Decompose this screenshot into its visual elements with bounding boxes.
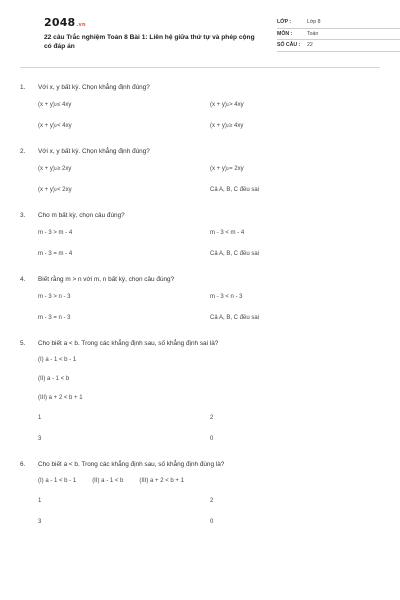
meta-value: Lớp 8 [307, 19, 321, 26]
header-divider [20, 67, 380, 68]
meta-row-count [277, 40, 400, 52]
question-2 [20, 144, 380, 208]
question-number: 6. [20, 460, 26, 468]
statement-2: (II) a - 1 < b [92, 477, 124, 484]
option-a[interactable]: (x + y) 2 ≤ 4xy [38, 101, 72, 108]
option-d[interactable]: 0 [210, 435, 214, 442]
question-stem: Với x, y bất kỳ. Chọn khẳng định đúng? [38, 83, 150, 91]
statement-2: (II) a - 1 < b [38, 375, 70, 382]
option-d[interactable]: 0 [210, 518, 214, 525]
question-number: 5. [20, 339, 26, 347]
meta-value: 22 [307, 42, 313, 49]
question-1 [20, 80, 380, 144]
statement-list [20, 471, 380, 490]
option-c[interactable]: m - 3 = n - 3 [38, 314, 71, 321]
meta-row-subject [277, 29, 400, 41]
option-b[interactable]: 2 [210, 497, 214, 504]
option-d[interactable]: Cả A, B, C đều sai [210, 314, 260, 321]
document-title: 22 câu Trắc nghiệm Toán 8 Bài 1: Liên hệ giữa thứ tự và phép cộng có đáp án [44, 34, 255, 50]
option-b[interactable]: 2 [210, 414, 214, 421]
meta-key: SỐ CÂU : [277, 42, 301, 49]
option-b[interactable]: m - 3 < m - 4 [210, 229, 245, 236]
option-a[interactable]: 1 [38, 414, 42, 421]
option-c[interactable]: (x + y) 2 < 2xy [38, 186, 72, 193]
statement-3: (III) a + 2 < b + 1 [139, 477, 184, 484]
question-3 [20, 208, 380, 272]
option-c[interactable]: m - 3 = m - 4 [38, 250, 73, 257]
option-a[interactable]: 1 [38, 497, 42, 504]
meta-value: Toán [307, 30, 319, 37]
option-a[interactable]: m - 3 > m - 4 [38, 229, 73, 236]
question-number: 2. [20, 147, 26, 155]
question-stem: Biết rằng m > n với m, n bất kỳ, chọn câu đúng? [38, 275, 175, 283]
question-stem: Cho biết a < b. Trong các khẳng định sau, số khẳng định sai là? [38, 339, 219, 347]
statement-1: (I) a - 1 < b - 1 [38, 477, 77, 484]
statement-1: (I) a - 1 < b - 1 [38, 356, 77, 363]
option-c[interactable]: (x + y) 2 < 4xy [38, 122, 72, 129]
question-stem: Cho m bất kỳ, chọn câu đúng? [38, 211, 125, 219]
option-b[interactable]: (x + y) 2 > 4xy [210, 101, 244, 108]
question-6 [20, 457, 380, 532]
statement-list [20, 350, 380, 407]
site-logo[interactable] [44, 16, 86, 29]
question-stem: Cho biết a < b. Trong các khẳng định sau, số khẳng định đúng là? [38, 460, 225, 468]
option-d[interactable]: Cả A, B, C đều sai [210, 250, 260, 257]
option-c[interactable]: 3 [38, 518, 42, 525]
logo-text: 2048 [44, 16, 76, 29]
document-header [24, 0, 376, 58]
option-b[interactable]: m - 3 < n - 3 [210, 293, 243, 300]
question-4 [20, 272, 380, 336]
meta-key: LỚP : [277, 19, 292, 26]
option-d[interactable]: (x + y) 2 ≥ 4xy [210, 122, 244, 129]
option-a[interactable]: (x + y) 2 ≥ 2xy [38, 165, 72, 172]
option-c[interactable]: 3 [38, 435, 42, 442]
question-number: 4. [20, 275, 26, 283]
meta-row-class [277, 17, 400, 29]
logo-suffix: .vn [76, 22, 86, 28]
meta-key: MÔN : [277, 30, 293, 37]
statement-3: (III) a + 2 < b + 1 [38, 394, 83, 401]
question-list [20, 80, 380, 532]
question-stem: Với x, y bất kỳ. Chọn khẳng định đúng? [38, 147, 150, 155]
question-number: 1. [20, 83, 26, 91]
document-meta [277, 17, 400, 52]
option-b[interactable]: (x + y) 2 = 2xy [210, 165, 244, 172]
question-number: 3. [20, 211, 26, 219]
question-5 [20, 336, 380, 457]
option-d[interactable]: Cả A, B, C đều sai [210, 186, 260, 193]
option-a[interactable]: m - 3 > n - 3 [38, 293, 71, 300]
